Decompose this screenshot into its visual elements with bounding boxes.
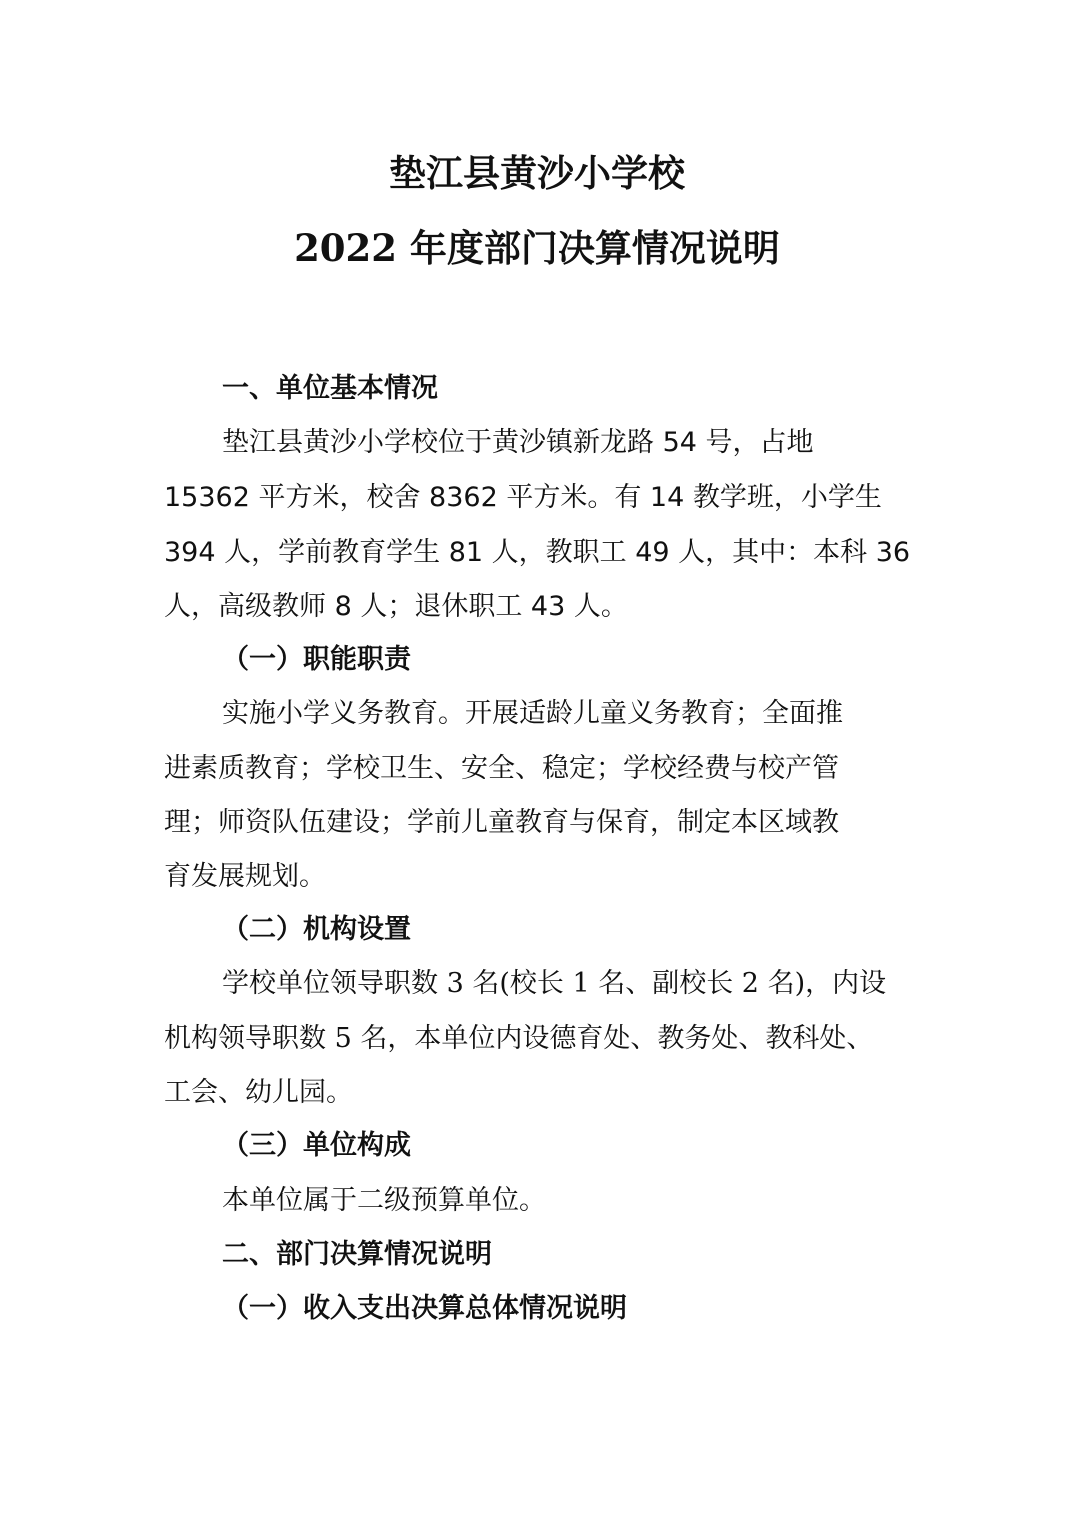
document-title-line-1: 垫江县黄沙小学校 (389, 151, 685, 195)
section-heading-final-accounts: 二、部门决算情况说明 (222, 1239, 492, 1270)
paragraph-line: 理；师资队伍建设；学前儿童教育与保育，制定本区域教 (164, 807, 839, 838)
subsection-heading-duties: （一）职能职责 (222, 644, 411, 675)
paragraph-line: 工会、幼儿园。 (164, 1077, 353, 1108)
paragraph-line: 垫江县黄沙小学校位于黄沙镇新龙路 54 号，占地 (222, 427, 814, 458)
section-heading-basic-info: 一、单位基本情况 (222, 373, 438, 404)
paragraph-line: 394 人，学前教育学生 81 人，教职工 49 人，其中：本科 36 (164, 537, 911, 568)
paragraph-line: 学校单位领导职数 3 名(校长 1 名、副校长 2 名)，内设 (222, 968, 887, 999)
paragraph-line: 机构领导职数 5 名，本单位内设德育处、教务处、教科处、 (164, 1023, 874, 1054)
paragraph-line: 人，高级教师 8 人；退休职工 43 人。 (164, 591, 628, 622)
paragraph-line: 育发展规划。 (164, 861, 326, 892)
paragraph-line: 15362 平方米，校舍 8362 平方米。有 14 教学班，小学生 (164, 482, 882, 513)
subsection-heading-composition: （三）单位构成 (222, 1130, 411, 1161)
paragraph-line: 实施小学义务教育。开展适龄儿童义务教育；全面推 (222, 698, 843, 729)
document-title-line-2: 2022 年度部门决算情况说明 (294, 226, 780, 270)
subsection-heading-income-expense: （一）收入支出决算总体情况说明 (222, 1293, 627, 1324)
subsection-heading-organization: （二）机构设置 (222, 914, 411, 945)
paragraph-line: 本单位属于二级预算单位。 (222, 1185, 546, 1216)
paragraph-line: 进素质教育；学校卫生、安全、稳定；学校经费与校产管 (164, 753, 839, 784)
